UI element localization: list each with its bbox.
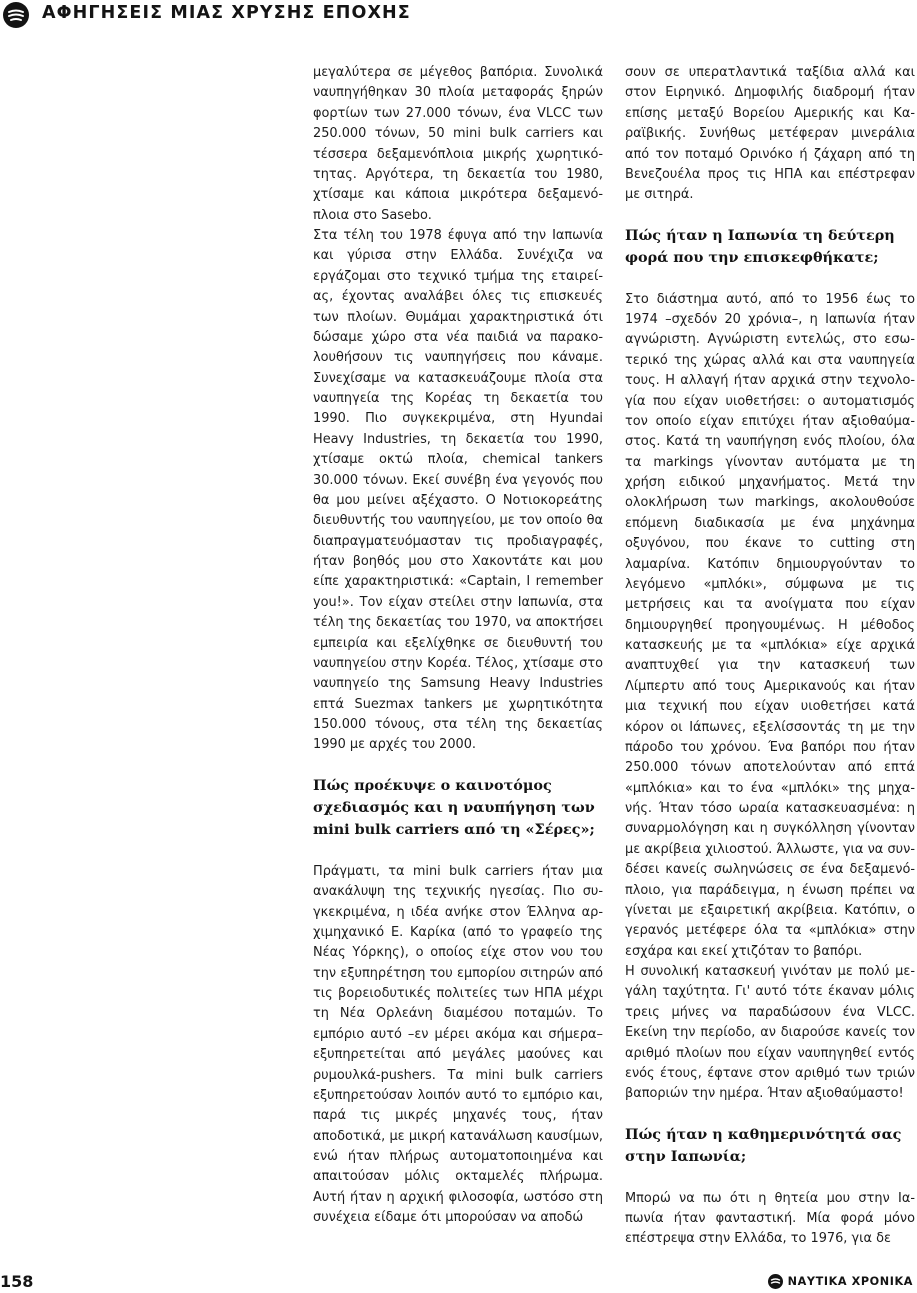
right-column	[625, 63, 915, 1250]
paragraph: Μπορώ να πω ότι η θητεία μου στην Ιαπωνία ήταν φανταστική. Μία φορά μόνο επέστρεψα στην Ελλάδα, το 1976, για δε	[625, 1190, 915, 1247]
interview-question: Πώς ήταν η Ιαπωνία τη δεύτερη φορά που την επισκεφθήκατε;	[625, 226, 895, 266]
paragraph: Πράγματι, τα mini bulk carriers ήταν μια ανακάλυψη της τεχνικής ηγεσίας. Πιο συγκεκριμένα, η ιδέα ανήκε στον Έλληνα αρχιμηχανικό Ε. Καρίκα (από το γραφείο της Νέας Υόρκης), ο οποίος είχε στον νου του την εξυπηρέτηση του εμπορίου σιτηρών από τις βορειοδυτικές πολιτείες των ΗΠΑ μέχρι τη Νέα Ορλεάνη διαμέσου ποταμών. Το εμπόριο αυτό –εν μέρει ακόμα και σήμερα– εξυπηρετείται από μεγάλες μαούνες και ρυμουλκά-pushers. Τα mini bulk carriers εξυπηρετούσαν λοιπόν αυτό το εμπόριο και, παρά τις μικρές μηχανές τους, ήταν αποδοτικά, με μικρή κατανάλωση καυσίμων, ενώ ήταν πλήρως αυτοματοποιημένα και απαιτούσαν μόλις οκταμελές πλήρωμα. Αυτή ήταν η αρχική φιλοσοφία, ωστόσο στη συνέχεια είδαμε ότι μπορούσαν να αποδώ	[313, 863, 603, 1226]
page-number: 158	[0, 1272, 34, 1291]
brand-name: ΝΑΥΤΙΚΑ ΧΡΟΝΙΚΑ	[787, 1274, 913, 1288]
brand-logo-icon	[768, 1274, 783, 1289]
magazine-logo-icon	[3, 2, 29, 28]
footer-brand	[768, 1272, 913, 1290]
paragraph: μεγαλύτερα σε μέγεθος βαπόρια. Συνολικά ναυπηγήθηκαν 30 πλοία μεταφοράς ξηρών φορτίων των 27.000 τόνων, ένα VLCC των 250.000 τόνων, 50 mini bulk carriers και τέσσερα δεξαμενόπλοια μικρής χωρητικότητας. Αργότερα, τη δεκαετία του 1980, χτίσαμε και κάποια μικρότερα δεξαμενόπλοια στο Sasebo.	[313, 65, 603, 223]
interview-question: Πώς προέκυψε ο καινοτόμος σχεδιασμός και η ναυπήγηση των mini bulk carriers από τη «Σέρες»;	[313, 776, 595, 838]
left-column	[313, 63, 603, 1229]
page-header	[0, 0, 917, 32]
interview-question: Πώς ήταν η καθημερινότητά σας στην Ιαπωνία;	[625, 1125, 902, 1165]
paragraph: Στα τέλη του 1978 έφυγα από την Ιαπωνία και γύρισα στην Ελλάδα. Συνέχιζα να εργάζομαι στο τεχνικό τμήμα της εταιρείας, έχοντας αναλάβει όλες τις επισκευές των πλοίων. Θυμάμαι χαρακτηριστικά ότι δώσαμε χώρο στα νέα παιδιά να παρακολουθήσουν τις ναυπηγήσεις που κάναμε. Συνεχίσαμε να κατασκευάζουμε πλοία στα ναυπηγεία της Κορέας τη δεκαετία του 1990. Πιο συγκεκριμένα, στη Hyundai Heavy Industries, τη δεκαετία του 1990, χτίσαμε οκτώ πλοία, chemical tankers 30.000 τόνων. Εκεί συνέβη ένα γεγονός που θα μου μείνει αξέχαστο. Ο Νοτιοκορεάτης διευθυντής του ναυπηγείου, με τον οποίο θα διαπραγματευόμασταν τις προδιαγραφές, ήταν βοηθός μου στο Χακοντάτε και μου είπε χαρακτηριστικά: «Captain, I remember you!». Τον είχαν στείλει στην Ιαπωνία, στα τέλη της δεκαετίας του 1970, να αποκτήσει εμπειρία και εξελίχθηκε σε διευθυντή του ναυπηγείου στην Κορέα. Τέλος, χτίσαμε στο ναυπηγείο της Samsung Heavy Industries επτά Suezmax tankers με χωρητικότητα 150.000 τόνους, στα τέλη της δεκαετίας 1990 με αρχές του 2000.	[313, 228, 603, 753]
paragraph: Η συνολική κατασκευή γινόταν με πολύ μεγάλη ταχύτητα. Γι' αυτό τότε έκαναν μόλις τρεις μήνες να παραδώσουν ένα VLCC. Εκείνη την περίοδο, αν διαρούσε κανείς τον αριθμό πλοίων που είχαν ναυπηγηθεί εντός ενός έτους, έφτανε στον αριθμό των τριών βαποριών την ημέρα. Ήταν αξιοθαύμαστο!	[625, 964, 915, 1102]
paragraph: Στο διάστημα αυτό, από το 1956 έως το 1974 –σχεδόν 20 χρόνια–, η Ιαπωνία ήταν αγνώριστη. Αγνώριστη εντελώς, στο εσωτερικό της χώρας αλλά και στα ναυπηγεία τους. Η αλλαγή ήταν αρχικά στην τεχνολογία που είχαν υιοθετήσει: ο αυτοματισμός τον οποίο είχαν επιτύχει ήταν αξιοθαύμαστος. Κατά τη ναυπήγηση ενός πλοίου, όλα τα markings γίνονταν αυτόματα με τη χρήση ειδικού μηχανήματος. Μετά την ολοκλήρωση των markings, ακολουθούσε επόμενη διαδικασία με ένα μηχάνημα οξυγόνου, που έκανε το cutting στη λαμαρίνα. Κατόπιν δημιουργούνταν το λεγόμενο «μπλόκι», σύμφωνα με τις μετρήσεις και τα ανοίγματα που είχαν δημιουργηθεί προηγουμένως. Η μέθοδος κατασκευής με τα «μπλόκια» είχε αρχικά αναπτυχθεί για την κατασκευή των Λίμπερτυ από τους Αμερικανούς και ήταν μια τεχνική που είχαν υιοθετήσει κατά κόρον οι Ιάπωνες, εξελίσσοντάς τη με την πάροδο του χρόνου. Ένα βαπόρι που ήταν 250.000 τόνων αποτελούνταν από επτά «μπλόκια» και το ένα «μπλόκι» της μηχανής. Ήταν τόσο ωραία κατασκευασμένα: η συναρμολόγηση και η συγκόλληση γίνονταν με ακρίβεια χιλιοστού. Άλλωστε, για να συνδέσει κανείς σωληνώσεις σε ένα δεξαμενόπλοιο, για παράδειγμα, η ένωση πρέπει να γίνεται με εξαιρετική ακρίβεια. Κατόπιν, ο γερανός μετέφερε όλα τα «μπλόκια» στην εσχάρα και εκεί χτιζόταν το βαπόρι.	[625, 291, 915, 959]
section-title: ΑΦΗΓΗΣΕΙΣ ΜΙΑΣ ΧΡΥΣΗΣ ΕΠΟΧΗΣ	[42, 3, 411, 23]
paragraph: σουν σε υπερατλαντικά ταξίδια αλλά και στον Ειρηνικό. Δημοφιλής διαδρομή ήταν επίσης μεταξύ Βορείου Αμερικής και Καραϊβικής. Συνήθως μετέφεραν μινεράλια από τον ποταμό Ορινόκο ή ζάχαρη από τη Βενεζουέλα προς τις ΗΠΑ και επέστρεφαν με σιτηρά.	[625, 65, 915, 203]
